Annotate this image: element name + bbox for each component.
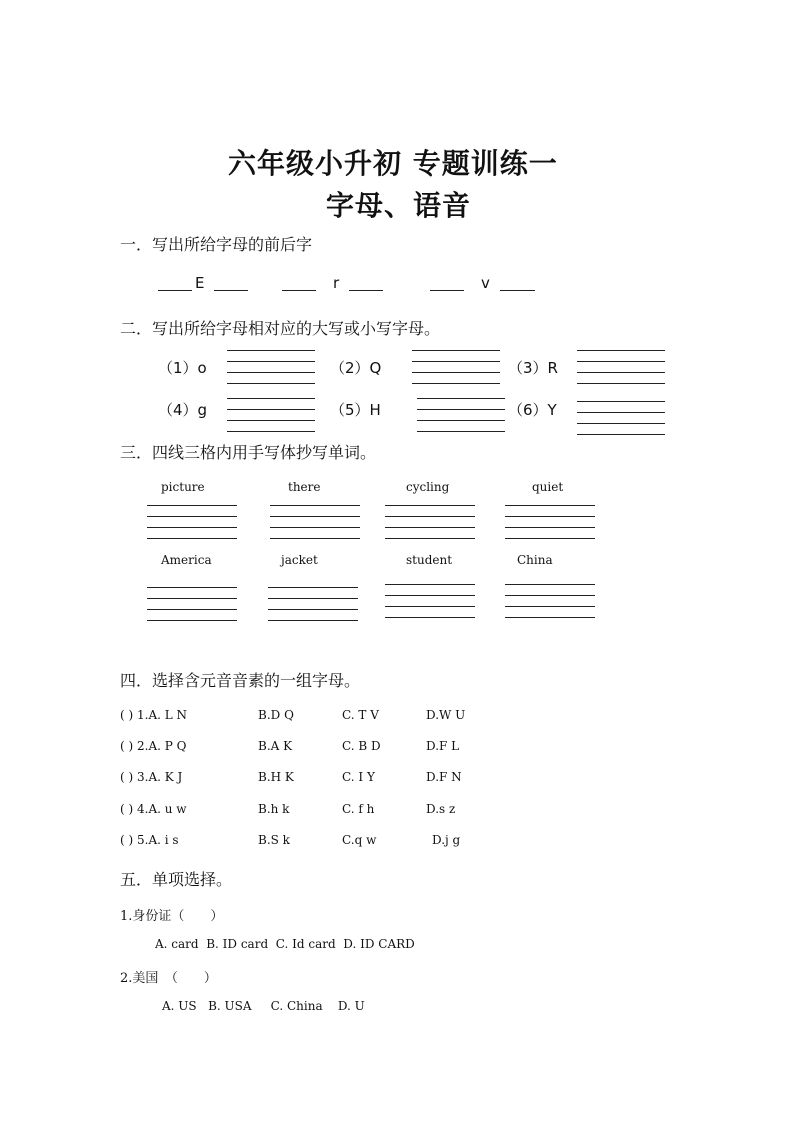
letter-prompt: r — [333, 274, 340, 292]
letter-prompt: v — [481, 274, 490, 292]
option-d: D.F N — [426, 770, 462, 784]
copy-word: student — [406, 553, 453, 567]
answer-blank[interactable] — [282, 290, 316, 291]
handwriting-lines[interactable] — [270, 505, 360, 539]
writing-lines[interactable] — [412, 350, 500, 384]
section-2-heading: 二．写出所给字母相对应的大写或小写字母。 — [120, 319, 441, 338]
section-3-heading: 三．四线三格内用手写体抄写单词。 — [120, 443, 377, 462]
case-item: （2）Q — [330, 359, 382, 377]
option-c: C. I Y — [342, 770, 375, 784]
copy-word: America — [161, 553, 212, 567]
handwriting-lines[interactable] — [147, 505, 237, 539]
copy-word: quiet — [532, 480, 564, 494]
section-5-heading: 五．单项选择。 — [120, 870, 233, 889]
option-d: D.W U — [426, 708, 466, 722]
writing-lines[interactable] — [417, 398, 505, 432]
writing-lines[interactable] — [577, 350, 665, 384]
copy-word: cycling — [406, 480, 450, 494]
handwriting-lines[interactable] — [505, 505, 595, 539]
copy-word: there — [288, 480, 321, 494]
writing-lines[interactable] — [227, 398, 315, 432]
question-1-stem: 1.身份证（ ） — [120, 909, 224, 924]
question-number: ( ) 4.A. u w — [120, 802, 187, 816]
writing-lines[interactable] — [577, 401, 665, 435]
option-c: C. f h — [342, 802, 375, 816]
option-c: C.q w — [342, 833, 377, 847]
handwriting-lines[interactable] — [385, 584, 475, 618]
letter-prompt: E — [195, 274, 205, 292]
option-b: B.S k — [258, 833, 290, 847]
option-b: B.D Q — [258, 708, 294, 722]
question-number: ( ) 2.A. P Q — [120, 739, 187, 753]
copy-word: jacket — [281, 553, 318, 567]
question-1-options: A. card B. ID card C. Id card D. ID CARD — [155, 937, 415, 951]
case-item: （4）g — [158, 401, 208, 419]
option-b: B.H K — [258, 770, 294, 784]
case-item: （6）Y — [508, 401, 557, 419]
question-2-options: A. US B. USA C. China D. U — [162, 999, 365, 1013]
question-number: ( ) 1.A. L N — [120, 708, 188, 722]
option-d: D.s z — [426, 802, 456, 816]
option-c: C. T V — [342, 708, 379, 722]
section-1-heading: 一．写出所给字母的前后字 — [120, 235, 313, 254]
option-c: C. B D — [342, 739, 381, 753]
question-number: ( ) 5.A. i s — [120, 833, 179, 847]
copy-word: China — [517, 553, 553, 567]
question-2-stem: 2.美国 （ ） — [120, 971, 217, 986]
option-d: D.j g — [432, 833, 461, 847]
answer-blank[interactable] — [214, 290, 248, 291]
case-item: （1）o — [158, 359, 207, 377]
option-b: B.h k — [258, 802, 290, 816]
page-title: 六年级小升初 专题训练一 — [228, 147, 558, 180]
handwriting-lines[interactable] — [147, 587, 237, 621]
case-item: （3）R — [508, 359, 558, 377]
answer-blank[interactable] — [349, 290, 383, 291]
answer-blank[interactable] — [430, 290, 464, 291]
question-number: ( ) 3.A. K J — [120, 770, 183, 784]
section-4-heading: 四．选择含元音音素的一组字母。 — [120, 671, 361, 690]
handwriting-lines[interactable] — [268, 587, 358, 621]
option-d: D.F L — [426, 739, 460, 753]
page-subtitle: 字母、语音 — [326, 189, 472, 222]
writing-lines[interactable] — [227, 350, 315, 384]
handwriting-lines[interactable] — [505, 584, 595, 618]
case-item: （5）H — [330, 401, 381, 419]
answer-blank[interactable] — [158, 290, 192, 291]
answer-blank[interactable] — [500, 290, 535, 291]
copy-word: picture — [161, 480, 205, 494]
option-b: B.A K — [258, 739, 293, 753]
handwriting-lines[interactable] — [385, 505, 475, 539]
